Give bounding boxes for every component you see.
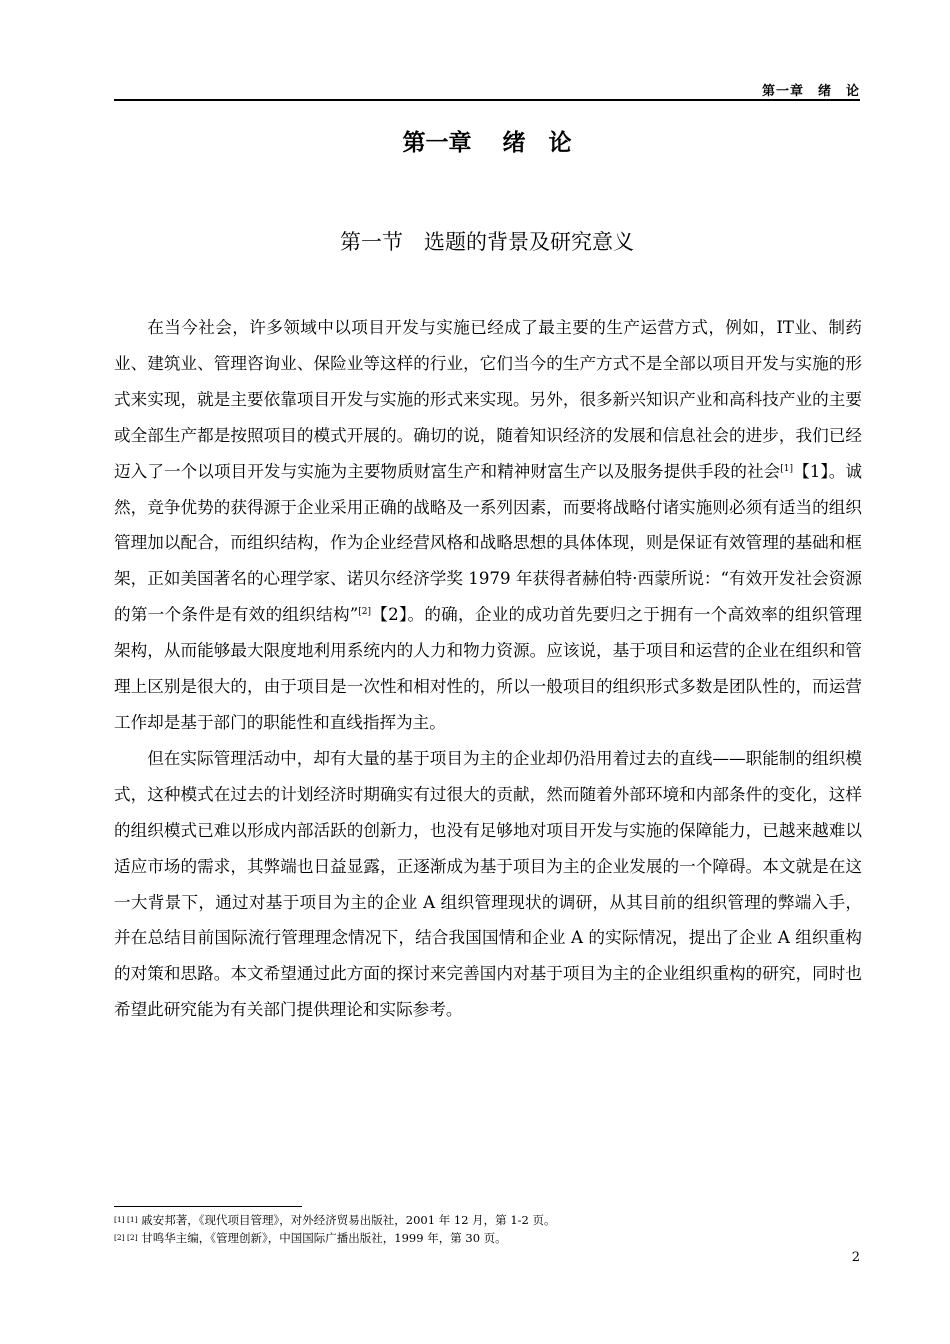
- footnote-1-text: 戚安邦著，《现代项目管理》，对外经济贸易出版社，2001 年 12 月，第 1-2 页。: [141, 1213, 556, 1227]
- page-number: 2: [851, 1250, 860, 1265]
- body-text: [114, 310, 862, 1028]
- paragraph-1-part-3: 【2】。的确，企业的成功首先要归之于拥有一个高效率的组织管理架构，从而能够最大限度地利用系统内的人力和物力资源。应该说，基于项目和运营的企业在组织和管理上区别是很大的，由于项目是一次性和相对性的，所以一般项目的组织形式多数是团队性的，而运营工作却是基于部门的职能性和直线指挥为主。: [114, 605, 863, 732]
- footnote-ref-2[interactable]: [2]: [358, 607, 372, 618]
- paragraph-1: [114, 310, 862, 741]
- section-title: 第一节 选题的背景及研究意义: [340, 230, 634, 254]
- footnotes: [114, 1211, 862, 1247]
- footnote-2-text: 甘鸣华主编，《管理创新》，中国国际广播出版社，1999 年，第 30 页。: [141, 1231, 507, 1245]
- paragraph-2: 但在实际管理活动中，却有大量的基于项目为主的企业却仍沿用着过去的直线——职能制的组织模式，这种模式在过去的计划经济时期确实有过很大的贡献，然而随着外部环境和内部条件的变化，这样的组织模式已难以形成内部活跃的创新力，也没有足够地对项目开发与实施的保障能力，已越来越难以适应市场的需求，其弊端也日益显露，正逐渐成为基于项目为主的企业发展的一个障碍。本文就是在这一大背景下，通过对基于项目为主的企业 A 组织管理现状的调研，从其目前的组织管理的弊端入手，并在总结目前国际流行管理理念情况下，结合我国国情和企业 A 的实际情况，提出了企业 A 组织重构的对策和思路。本文希望通过此方面的探讨来完善国内对基于项目为主的企业组织重构的研究，同时也希望此研究能为有关部门提供理论和实际参考。: [114, 748, 862, 1020]
- footnote-1-mark: [1] [1]: [114, 1215, 138, 1224]
- chapter-title: 第一章 绪 论: [402, 130, 572, 156]
- footnote-rule: [114, 1206, 302, 1207]
- footnote-1: [114, 1211, 862, 1229]
- running-header: 第一章 绪 论: [761, 84, 860, 99]
- paragraph-1-part-1: 在当今社会，许多领域中以项目开发与实施已经成了最主要的生产运营方式，例如，IT业、制药业、建筑业、管理咨询业、保险业等这样的行业，它们当今的生产方式不是全部以项目开发与实施的形式来实现，就是主要依靠项目开发与实施的形式来实现。另外，很多新兴知识产业和高科技产业的主要或全部生产都是按照项目的模式开展的。确切的说，随着知识经济的发展和信息社会的进步，我们已经迈入了一个以项目开发与实施为主要物质财富生产和精神财富生产以及服务提供手段的社会: [114, 318, 862, 481]
- footnote-2: [114, 1229, 862, 1247]
- paragraph-1-part-2: 【1】。诚然，竞争优势的获得源于企业采用正确的战略及一系列因素，而要将战略付诸实施则必须有适当的组织管理加以配合，而组织结构，作为企业经营风格和战略思想的具体体现，则是保证有效管理的基础和框架，正如美国著名的心理学家、诺贝尔经济学奖 1979 年获得者赫伯特·西蒙所说：“有效开发社会资源的第一个条件是有效的组织结构”: [114, 461, 862, 625]
- footnote-ref-1[interactable]: [1]: [780, 463, 794, 474]
- header-rule: [114, 99, 860, 101]
- footnote-2-mark: [2] [2]: [114, 1233, 138, 1242]
